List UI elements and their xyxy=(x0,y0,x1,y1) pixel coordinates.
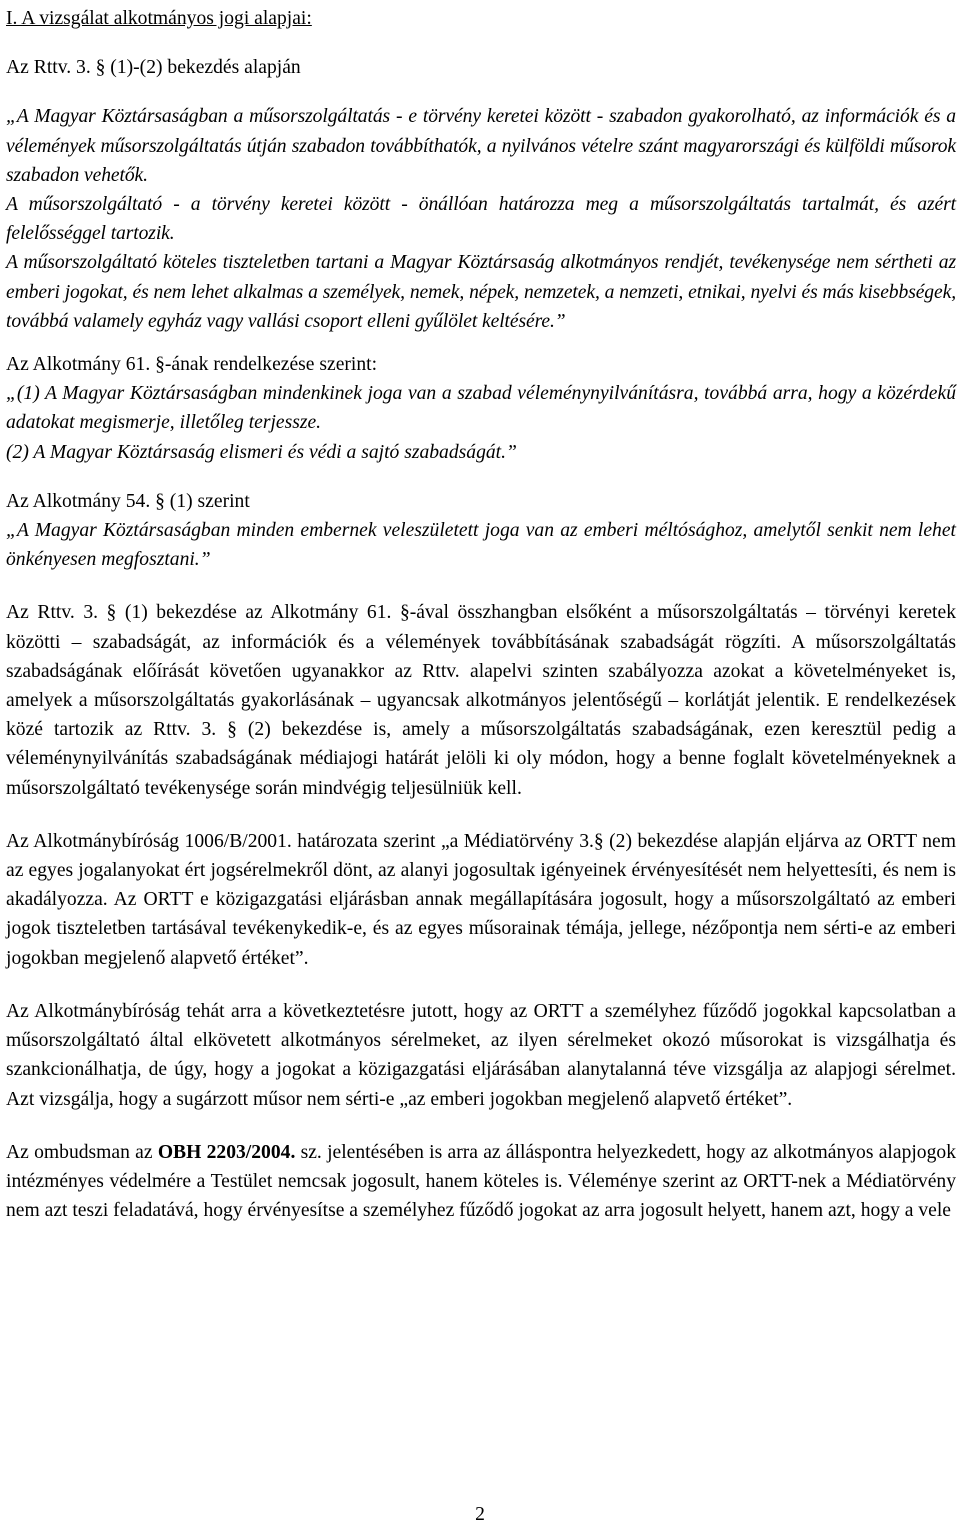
section-heading: I. A vizsgálat alkotmányos jogi alapjai: xyxy=(6,8,312,29)
obh-report-number: OBH 2203/2004. xyxy=(157,1141,296,1163)
reference-alkotmany-54: Az Alkotmány 54. § (1) szerint xyxy=(6,490,250,512)
quote-alkotmany-61-paragraph-2: (2) A Magyar Köztársaság elismeri és védi a sajtó szabadságát.” xyxy=(6,441,517,463)
reference-alkotmany-61: Az Alkotmány 61. §-ának rendelkezése szerint: xyxy=(6,354,378,376)
body-paragraph-3: Az Alkotmánybíróság tehát arra a következtetésre jutott, hogy az ORTT a személyhez fűződő jogokkal kapcsolatban a műsorszolgáltató által elkövetett alkotmányos sérelmeket, az ilyen sérelmeket okozó műsorokat is vizsgálhatja és szankcionálhatja, de úgy, hogy a jogokat a közigazgatási eljárásában alanytalanná téve vizsgálja az alapjogi sérelmet. Azt vizsgálja, hogy a sugárzott műsor nem sérti-e „az emberi jogokban megjelenő alapvető értéket”. xyxy=(6,1000,956,1110)
document-page xyxy=(6,4,956,1225)
quote-rttv-paragraph-1: „A Magyar Köztársaságban a műsorszolgáltatás - e törvény keretei között - szabadon gyakorolható, az információk és a vélemények műsorszolgáltatás útján szabadon továbbíthatók, a nyilvános vételre szánt magyarországi és külföldi műsorok szabadon vehetők. xyxy=(6,106,956,186)
quote-alkotmany-54: „A Magyar Köztársaságban minden embernek veleszületett joga van az emberi méltósághoz, amelytől senkit nem lehet önkényesen megfosztani.” xyxy=(6,520,956,571)
quote-rttv xyxy=(6,102,956,336)
quote-rttv-paragraph-2: A műsorszolgáltató - a törvény keretei között - önállóan határozza meg a műsorszolgáltatás tartalmát, és azért felelősséggel tartozik. xyxy=(6,194,956,245)
body-paragraph-1: Az Rttv. 3. § (1) bekezdése az Alkotmány 61. §-ával összhangban elsőként a műsorszolgáltatás – törvényi keretek közötti – szabadságát, az információk és a vélemények továbbításának szabadságát rögzíti. A műsorszolgáltatás szabadságának előírását követően ugyanakkor az Rttv. alapelvi szinten szabályozza azokat a követelményeket is, amelyek a műsorszolgáltatás gyakorlásának – ugyancsak alkotmányos jelentőségű – korlátját jelentik. E rendelkezések közé tartozik az Rttv. 3. § (2) bekezdése is, amely a műsorszolgáltatás szabadságának, ezen keresztül pedig a véleménynyilvánítás szabadságának médiajogi határát jelöli ki oly módon, hogy a benne foglalt követelményeknek a műsorszolgáltató tevékenysége során mindvégig teljesülniük kell. xyxy=(6,602,956,799)
page-number: 2 xyxy=(475,1504,485,1525)
reference-rttv-3: Az Rttv. 3. § (1)-(2) bekezdés alapján xyxy=(6,57,301,79)
body-paragraph-4 xyxy=(6,1138,956,1226)
quote-rttv-paragraph-3: A műsorszolgáltató köteles tiszteletben tartani a Magyar Köztársaság alkotmányos rendjét, tevékenysége nem sértheti az emberi jogokat, és nem lehet alkalmas a személyek, nemek, népek, nemzetek, a nemzeti, etnikai, nyelvi és más kisebbségek, továbbá valamely egyház vagy vallási csoport elleni gyűlölet keltésére.” xyxy=(6,252,956,332)
quote-alkotmany-61 xyxy=(6,379,956,467)
quote-alkotmany-61-paragraph-1: „(1) A Magyar Köztársaságban mindenkinek joga van a szabad véleménynyilvánításra, továbbá arra, hogy a közérdekű adatokat megismerje, illetőleg terjessze. xyxy=(6,383,956,434)
body-paragraph-2: Az Alkotmánybíróság 1006/B/2001. határozata szerint „a Médiatörvény 3.§ (2) bekezdése alapján eljárva az ORTT nem az egyes jogalanyokat ért jogsérelmekről dönt, az alanyi jogosultak igényeinek érvényesítését nem helyettesíti, és nem is akadályozza. Az ORTT e közigazgatási eljárásban annak megállapítására jogosult, hogy a műsorszolgáltató az emberi jogok tiszteletben tartásával tevékenykedik-e, és az egyes műsorainak témája, jellege, nézőpontja nem sérti-e az emberi jogokban megjelenő alapvető értéket”. xyxy=(6,830,956,969)
body-paragraph-4-text: sz. jelentésében is arra az álláspontra helyezkedett, hogy az alkotmányos alapjogok intézményes védelmére a Testület nemcsak jogosult, hanem köteles is. Véleménye szerint az ORTT-nek a Médiatörvény nem azt teszi feladatává, hogy érvényesítse a személyhez fűződő jogokat az arra jogosult helyett, hanem azt, hogy a vele xyxy=(6,1141,956,1222)
body-paragraph-4-prefix: Az ombudsman az xyxy=(6,1141,153,1163)
